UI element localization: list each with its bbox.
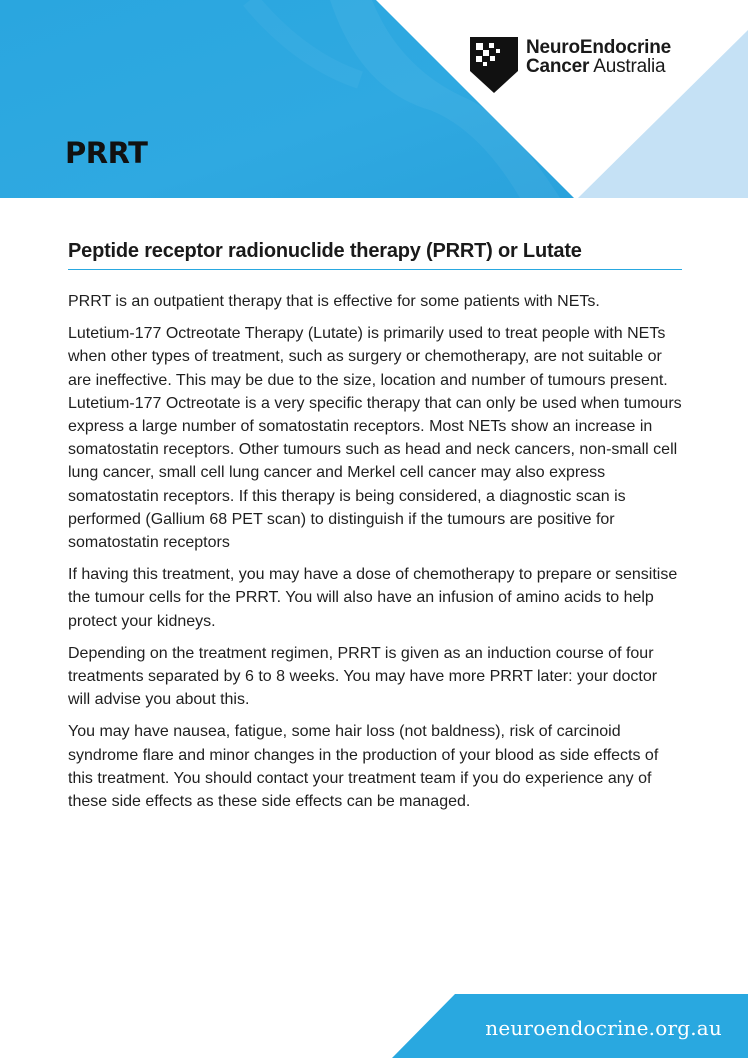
logo-line-2-bold: Cancer (526, 56, 590, 77)
logo-line-2-regular: Australia (589, 56, 666, 77)
paragraph-2: Lutetium-177 Octreotate Therapy (Lutate) is primarily used to treat people with NETs when other types of treatment, such as surgery or chemotherapy, are not suitable or are ineffective. This may be due to the size, location and number of tumours present. Lutetium-177 Octreotate is a very specific therapy that can only be used when tumours express a large number of somatostatin receptors. Most NETs show an increase in somatostatin receptors. Other tumours such as head and neck cancers, non-small cell lung cancer, small cell lung cancer and Merkel cell cancer may also express somatostatin receptors. If this therapy is being considered, a diagnostic scan is performed (Gallium 68 PET scan) to distinguish if the tumours are positive for somatostatin receptors (68, 325, 682, 552)
paragraph-5: You may have nausea, fatigue, some hair loss (not baldness), risk of carcinoid syndrome flare and minor changes in the production of your blood as side effects of this treatment. You should contact your treatment team if you do experience any of these side effects as these side effects can be managed. (68, 723, 659, 811)
brand-logo (470, 37, 671, 93)
logo-line-1: NeuroEndocrine (526, 37, 671, 58)
logo-line-2 (526, 57, 671, 76)
logo-wordmark (526, 37, 671, 76)
neuroendocrine-logo-mark-icon (470, 37, 518, 93)
paragraph-3: If having this treatment, you may have a dose of chemotherapy to prepare or sensitise the tumour cells for the PRRT. You will also have an infusion of amino acids to help protect your kidneys. (68, 566, 678, 630)
main-content (68, 240, 682, 813)
footer-website-link[interactable]: neuroendocrine.org.au (485, 1016, 722, 1040)
paragraph-4: Depending on the treatment regimen, PRRT is given as an induction course of four treatments separated by 6 to 8 weeks. You may have more PRRT later: your doctor will advise you about this. (68, 644, 658, 709)
paragraph-1: PRRT is an outpatient therapy that is effective for some patients with NETs. (68, 293, 600, 310)
section-heading: Peptide receptor radionuclide therapy (PRRT) or Lutate (68, 240, 682, 270)
page-title: PRRT (65, 136, 148, 170)
